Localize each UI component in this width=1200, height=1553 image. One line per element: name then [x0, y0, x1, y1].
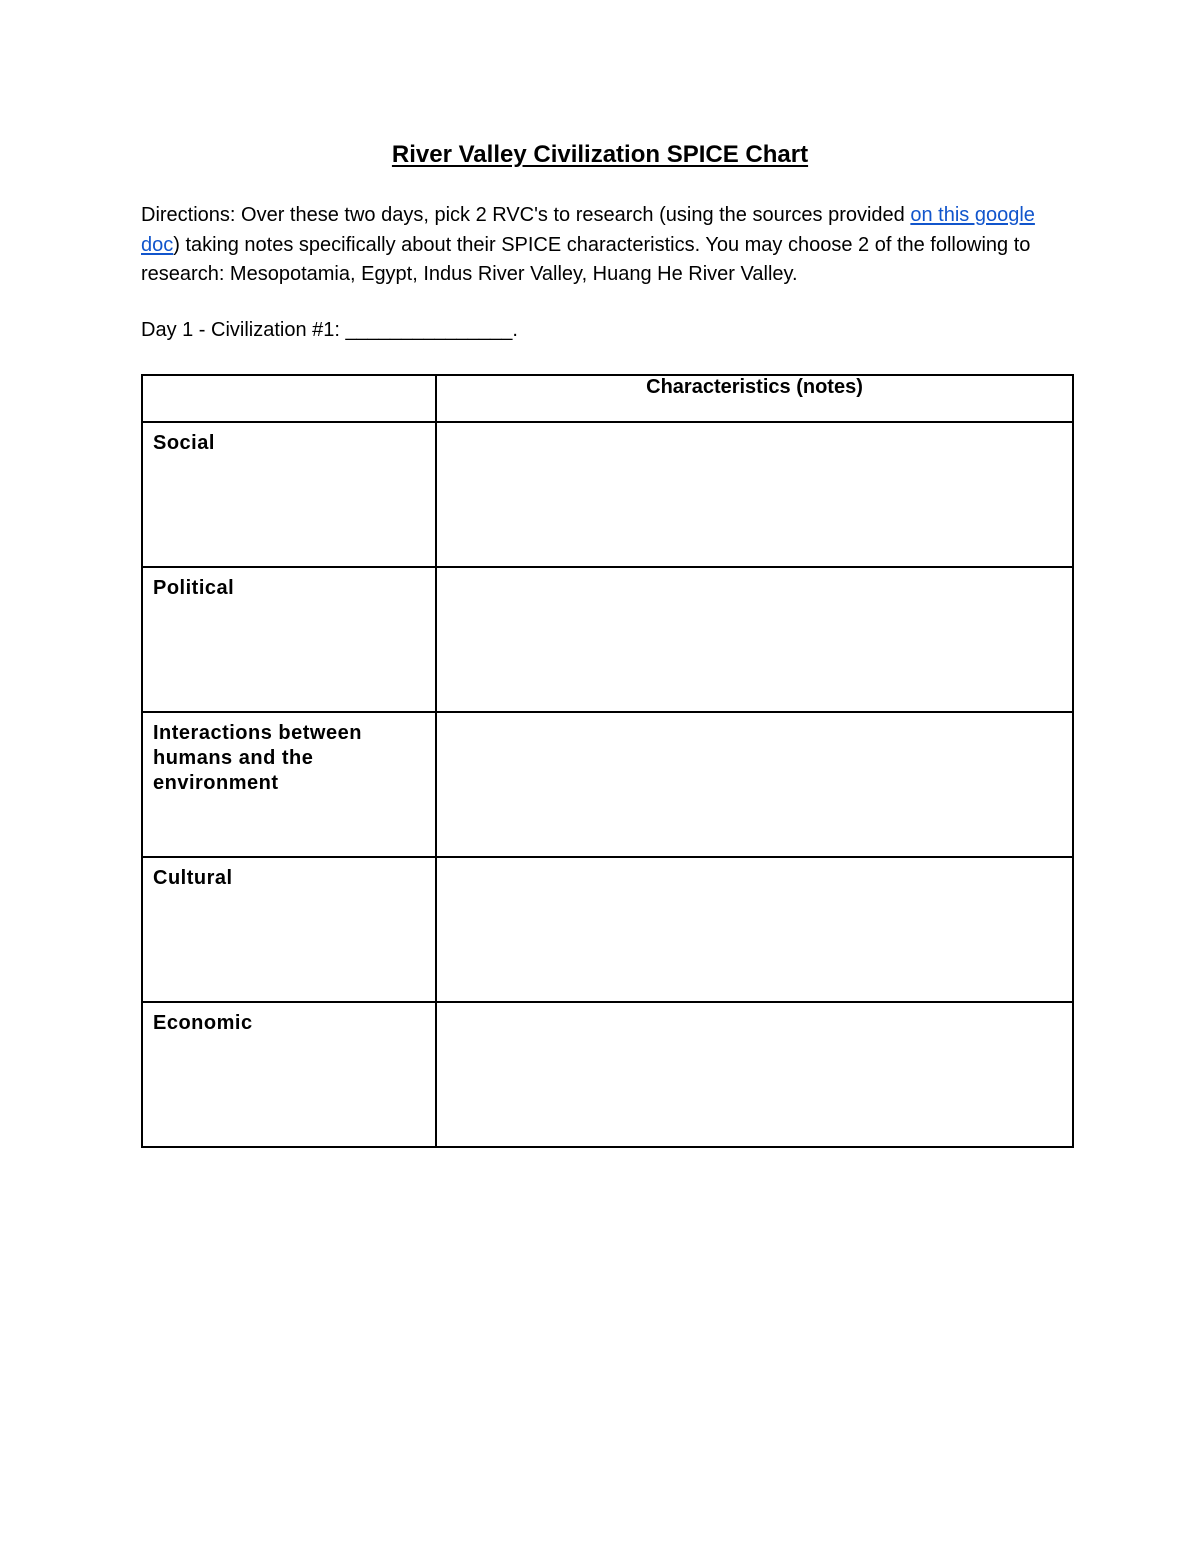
directions-text-start: Directions: Over these two days, pick 2 RVC's to research (using the sources provided	[141, 204, 911, 226]
table-header-row	[142, 375, 1073, 422]
category-label-political: Political	[153, 577, 235, 599]
category-cell	[142, 857, 436, 1002]
notes-cell-economic[interactable]	[436, 1002, 1073, 1147]
table-row-social	[142, 422, 1073, 567]
header-characteristics-cell: Characteristics (notes)	[436, 375, 1073, 422]
notes-cell-social[interactable]	[436, 422, 1073, 567]
notes-cell-interactions[interactable]	[436, 712, 1073, 857]
page-title: River Valley Civilization SPICE Chart	[391, 141, 809, 168]
google-doc-link[interactable]: on this google doc	[141, 204, 1035, 256]
category-label-interactions: Interactions between humans and the environment	[153, 722, 362, 794]
category-label-cultural: Cultural	[153, 867, 233, 889]
category-cell	[142, 422, 436, 567]
header-blank-cell	[142, 375, 436, 422]
table-row-interactions	[142, 712, 1073, 857]
notes-cell-political[interactable]	[436, 567, 1073, 712]
directions-paragraph	[141, 201, 1061, 290]
category-cell	[142, 567, 436, 712]
category-cell	[142, 712, 436, 857]
table-row-economic	[142, 1002, 1073, 1147]
notes-cell-cultural[interactable]	[436, 857, 1073, 1002]
spice-chart-table	[141, 374, 1074, 1148]
category-label-economic: Economic	[153, 1012, 253, 1034]
table-row-cultural	[142, 857, 1073, 1002]
category-cell	[142, 1002, 436, 1147]
category-label-social: Social	[153, 432, 215, 454]
day-1-civilization-line: Day 1 - Civilization #1: _______________.	[141, 319, 518, 341]
table-row-political	[142, 567, 1073, 712]
directions-text-end: ) taking notes specifically about their SPICE characteristics. You may choose 2 of the following to research: Mesopotamia, Egypt, Indus River Valley, Huang He River Valley.	[141, 233, 1031, 285]
